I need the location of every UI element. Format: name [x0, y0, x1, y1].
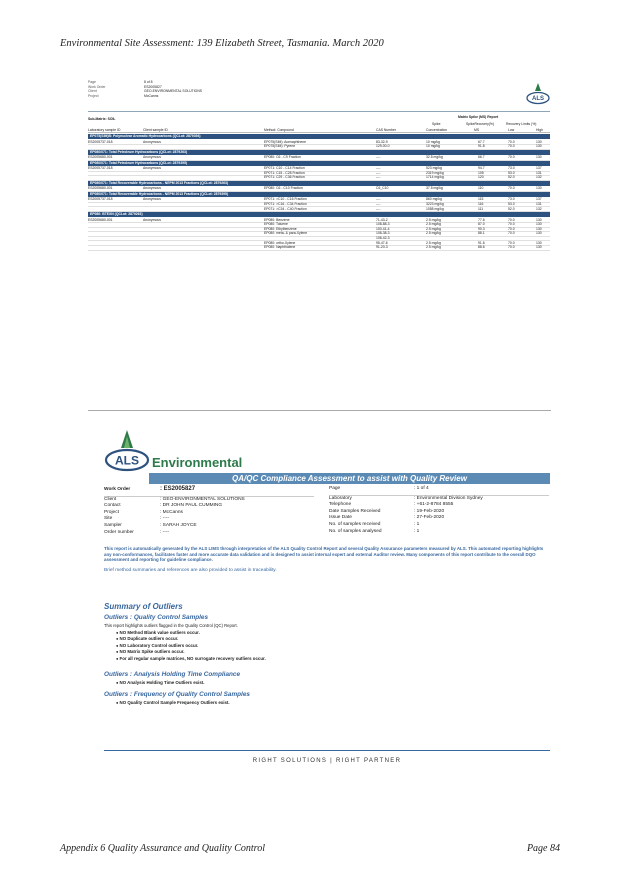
table-cell: 130: [536, 226, 542, 231]
work-order-value: : ES2005827: [160, 486, 196, 492]
table-cell: 130: [536, 222, 542, 227]
brief-note: Brief method summaries and references are also provided to assist in traceability.: [104, 568, 277, 573]
table-cell: 131: [536, 202, 542, 206]
table-cell: EP080: ortho-Xylene: [264, 240, 296, 245]
table-cell: ES2005680-001: [88, 186, 113, 191]
field-key: Laboratory: [329, 495, 352, 501]
document-title: Environmental Site Assessment: 139 Elizabeth Street, Tasmania. March 2020: [60, 38, 384, 49]
table-cell: EP075(SIM): Pyrene: [264, 144, 296, 149]
table-cell: Anonymous: [143, 166, 161, 171]
meta-key: Project: [88, 93, 99, 98]
col-head: CAS Number: [376, 128, 396, 132]
table-cell: 130: [536, 217, 542, 222]
brand-name: Environmental: [152, 455, 243, 470]
table-cell: 137: [536, 197, 542, 202]
list-item-text: NO Duplicate outliers occur.: [119, 636, 179, 642]
table-cell: EP080: Naphthalene: [264, 245, 296, 250]
table-cell: 52.0: [508, 175, 515, 180]
field-value: : SARAH JOYCE: [160, 522, 197, 528]
table-cell: Anonymous: [143, 155, 161, 160]
table-cell: EP080: C6 - C9 Fraction: [264, 155, 301, 160]
table-cell: 70.0: [508, 226, 515, 231]
als-logo-text: ALS: [532, 96, 544, 103]
table-cell: 87.0: [478, 222, 485, 227]
col-head: Client sample ID: [143, 128, 168, 132]
table-cell: 91-20-3: [376, 245, 388, 250]
group-heading: Matrix Spike (MS) Report: [458, 115, 499, 119]
list-item-text: For all regular sample matrices, NO surrogate recovery outliers occur.: [119, 655, 266, 661]
field-value: : 1: [414, 521, 420, 527]
left-fields: [104, 486, 314, 536]
table-cell: 1058 mg/kg: [426, 206, 444, 211]
table-cell: 94.7: [478, 166, 485, 171]
als-environmental-logo: [104, 428, 249, 474]
table-cell: 37.5 mg/kg: [426, 186, 443, 191]
table-cell: 130: [536, 144, 542, 149]
table-cell: 100-41-4: [376, 226, 390, 231]
table-cell: 2.5 mg/kg: [426, 231, 441, 236]
section-heading: EP080/071: Total Petroleum Hydrocarbons (QCLot: 2879395): [88, 161, 550, 166]
meta-value: ES2005827: [144, 84, 162, 89]
divider-line: [88, 111, 550, 112]
table-cell: 77.6: [478, 217, 485, 222]
table-cell: ES2005680-001: [88, 155, 113, 160]
intro-paragraph: This report is automatically generated by the ALS LIMS through interpretation of the ALS Quality Control Report and several Quality Assurance parameters measured by ALS. This automated reporting highlights any non-conformances, facilitates faster and more accurate data validation and is designed to assist internal expert and external Auditor review. Many components of this report contribute to the overall DQO assessment and reporting for guideline compliance.: [104, 546, 544, 563]
field-value: : 27-Feb-2020: [414, 515, 445, 521]
tagline: RIGHT SOLUTIONS | RIGHT PARTNER: [252, 758, 402, 764]
field-value: : 1 of 4: [414, 486, 429, 491]
table-cell: 105: [478, 170, 484, 175]
table-cell: 91.6: [478, 240, 485, 245]
table-cell: EP080: meta- & para-Xylene: [264, 231, 308, 236]
table-cell: 90.3: [478, 226, 485, 231]
table-cell: 130: [536, 240, 542, 245]
report-meta: [88, 80, 202, 98]
als-logo-icon: [526, 82, 550, 106]
table-cell: Anonymous: [143, 186, 161, 191]
table-cell: 70.0: [508, 222, 515, 227]
table-cell: ----: [376, 202, 381, 206]
table-header: [88, 128, 550, 133]
table-cell: ----: [376, 155, 381, 160]
table-cell: ES2005737-018: [88, 139, 113, 144]
subhead-spike: Spike: [432, 122, 441, 126]
field-value: : +61-2-8784 8555: [414, 502, 454, 508]
table-cell: 10 mg/kg: [426, 144, 440, 149]
field-value: : 1: [414, 528, 420, 534]
list-item-text: NO Laboratory Control outliers occur.: [119, 642, 199, 648]
table-cell: C6_C10: [376, 186, 389, 191]
holding-time-list: [116, 680, 204, 686]
list-item-text: NO Matrix Spike outliers occur.: [119, 649, 185, 655]
matrix-spike-report: [88, 80, 550, 290]
table-cell: 70.0: [508, 245, 515, 250]
section-heading: EP080/071: Total Petroleum Hydrocarbons (QCLot: 2879263): [88, 150, 550, 155]
table-cell: 130: [536, 186, 542, 191]
table-cell: 120: [478, 175, 484, 180]
field-key: Order number: [104, 529, 134, 535]
meta-key: Page: [88, 80, 96, 84]
table-cell: 132: [536, 175, 542, 180]
table-cell: 3223 mg/kg: [426, 202, 444, 206]
table-cell: 67.7: [478, 139, 485, 144]
table-cell: 2.5 mg/kg: [426, 217, 441, 222]
qaqc-compliance-report: [104, 428, 550, 758]
frequency-title: Outliers : Frequency of Quality Control Samples: [104, 691, 250, 698]
table-cell: 95-47-6: [376, 240, 388, 245]
table-cell: 66.7: [478, 155, 485, 160]
summary-title: Summary of Outliers: [104, 602, 183, 611]
field-value: : GEO-ENVIRONMENTAL SOLUTIONS: [160, 496, 245, 502]
bullet-icon: ●: [116, 655, 120, 661]
table-cell: 70.0: [508, 186, 515, 191]
table-cell: 115: [478, 197, 484, 202]
table-cell: EP080: C6 - C10 Fraction: [264, 186, 303, 191]
meta-key: Client: [88, 89, 97, 94]
table-cell: 131: [536, 170, 542, 175]
section-heading: EP080/071: Total Recoverable Hydrocarbons - NEPM 2013 Fractions (QCLot: 2879395): [88, 192, 550, 197]
bullet-icon: ●: [116, 649, 120, 655]
qc-title: Outliers : Quality Control Samples: [104, 614, 209, 621]
table-cell: EP071: C15 - C28 Fraction: [264, 170, 305, 175]
table-cell: 70.0: [508, 231, 515, 236]
table-cell: 83-32-9: [376, 139, 388, 144]
table-cell: 70.0: [508, 217, 515, 222]
table-cell: 53.0: [508, 170, 515, 175]
qc-intro: This report highlights outliers flagged in the Quality Control (QC) Report.: [104, 623, 238, 628]
section-heading: EP080/071: Total Recoverable Hydrocarbons - NEPM 2013 Fractions (QCLot: 2879263): [88, 181, 550, 186]
field-key: Date Samples Received: [329, 508, 381, 514]
field-value: : McCanns: [160, 509, 183, 515]
field-value: : ----: [160, 529, 170, 535]
footer-appendix: Appendix 6 Quality Assurance and Quality Control: [60, 843, 265, 854]
table-cell: Anonymous: [143, 139, 161, 144]
right-fields: [329, 486, 549, 535]
table-cell: 116: [478, 202, 484, 206]
table-cell: 91.8: [478, 144, 485, 149]
field-key: No. of samples analysed: [329, 528, 382, 534]
table-row: [88, 245, 550, 250]
table-cell: 52.0: [508, 206, 515, 211]
table-cell: ----: [376, 206, 381, 211]
table-cell: 70.0: [508, 240, 515, 245]
table-cell: 2.5 mg/kg: [426, 245, 441, 250]
col-head: MS: [474, 128, 480, 132]
bullet-icon: ●: [116, 700, 120, 705]
field-key: Telephone: [329, 502, 352, 508]
field-key: Site: [104, 516, 113, 522]
table-cell: 32.5 mg/kg: [426, 155, 443, 160]
table-cell: 2.5 mg/kg: [426, 222, 441, 227]
table-cell: 71-43-2: [376, 217, 388, 222]
table-cell: ----: [376, 175, 381, 180]
footer-rule: [104, 750, 550, 751]
table-cell: 132: [536, 206, 542, 211]
meta-value: 8 of 8: [144, 80, 153, 84]
col-head: Laboratory sample ID: [88, 128, 121, 132]
list-item: [116, 680, 204, 686]
table-cell: 111: [478, 206, 484, 211]
qc-outlier-list: [116, 630, 266, 662]
table-cell: EP071: >C34 - C40 Fraction: [264, 206, 307, 211]
holding-time-title: Outliers : Analysis Holding Time Compliance: [104, 671, 241, 678]
subhead-recovery: SpikeRecovery(%): [466, 122, 495, 126]
table-cell: 130: [536, 231, 542, 236]
meta-value: McCanns: [144, 93, 159, 98]
bullet-icon: ●: [116, 680, 120, 685]
table-cell: 860 mg/kg: [426, 197, 442, 202]
page-divider: [88, 410, 551, 411]
frequency-list: [116, 700, 230, 706]
field-key: Client: [104, 496, 117, 502]
table-cell: Anonymous: [143, 217, 161, 222]
list-item-text: NO Quality Control Sample Frequency Outliers exist.: [119, 700, 230, 705]
field-key: Work Order: [104, 487, 131, 492]
table-cell: 130: [536, 245, 542, 250]
field-key: Page: [329, 486, 341, 491]
table-cell: 2.5 mg/kg: [426, 226, 441, 231]
table-cell: EP080: Benzene: [264, 217, 290, 222]
table-cell: EP071: >C16 - C34 Fraction: [264, 202, 307, 206]
table-cell: EP080: Ethylbenzene: [264, 226, 297, 231]
table-cell: 106-42-3: [376, 236, 390, 240]
subhead-limits: Recovery Limits (%): [506, 122, 537, 126]
col-head: Method: Compound: [264, 128, 294, 132]
table-cell: 108-88-3: [376, 222, 390, 227]
table-cell: 130: [536, 155, 542, 160]
bullet-icon: ●: [116, 630, 120, 635]
table-cell: ----: [376, 170, 381, 175]
footer-page-number: Page 84: [526, 843, 560, 854]
banner-title: QA/QC Compliance Assessment to assist with Quality Review: [149, 473, 550, 484]
field-value: : ----: [160, 516, 170, 522]
table-cell: 130: [536, 139, 542, 144]
table-cell: ----: [376, 197, 381, 202]
table-cell: Anonymous: [143, 197, 161, 202]
section-heading: EP080: BTEXN (QCLot: 2879263): [88, 212, 550, 217]
field-key: No. of samples received: [329, 521, 381, 527]
field-value: : Environmental Division Sydney: [414, 495, 483, 501]
col-head: Concentration: [426, 128, 448, 132]
table-cell: EP071: C29 - C36 Fraction: [264, 175, 305, 180]
als-logo-icon: [104, 428, 150, 474]
table-cell: 70.0: [508, 155, 515, 160]
submatrix-label: Sub-Matrix: SOIL: [88, 117, 116, 121]
table-cell: 523 mg/kg: [426, 166, 442, 171]
table-cell: 88.1: [478, 231, 485, 236]
table-cell: 137: [536, 166, 542, 171]
field-value: : DR JOHN PAUL CUMMING: [160, 503, 223, 509]
table-cell: ES2005737-018: [88, 166, 113, 171]
table-cell: EP071: C10 - C14 Fraction: [264, 166, 305, 171]
table-cell: 2.5 mg/kg: [426, 240, 441, 245]
table-cell: EP071: >C10 - C16 Fraction: [264, 197, 307, 202]
col-head: Low: [508, 128, 515, 132]
table-cell: ES2005737-018: [88, 197, 113, 202]
meta-value: GEO-ENVIRONMENTAL SOLUTIONS: [144, 89, 203, 94]
bullet-icon: ●: [116, 642, 120, 648]
field-key: Contact: [104, 503, 121, 509]
list-item: [116, 656, 266, 662]
table-cell: 73.0: [508, 197, 515, 202]
table-cell: 53.0: [508, 202, 515, 206]
table-cell: ES2005680-001: [88, 217, 113, 222]
field-key: Sampler: [104, 522, 122, 528]
table-cell: EP080: Toluene: [264, 222, 288, 227]
meta-key: Work Order: [88, 84, 106, 89]
field-value: : 19-Feb-2020: [414, 508, 445, 514]
table-cell: 10 mg/kg: [426, 139, 440, 144]
table-cell: ----: [376, 166, 381, 171]
table-cell: EP075(SIM): Acenaphthene: [264, 139, 307, 144]
table-cell: 108-38-3: [376, 231, 390, 236]
bullet-icon: ●: [116, 636, 120, 642]
list-item: [116, 700, 230, 706]
table-cell: 129-00-0: [376, 144, 390, 149]
table-cell: 1714 mg/kg: [426, 175, 444, 180]
col-head: High: [536, 128, 543, 132]
field-key: Project: [104, 509, 119, 515]
table-cell: 88.6: [478, 245, 485, 250]
table-cell: 2319 mg/kg: [426, 170, 444, 175]
table-cell: 70.0: [508, 144, 515, 149]
table-cell: 70.0: [508, 139, 515, 144]
als-logo-text: ALS: [115, 453, 139, 468]
field-key: Issue Date: [329, 515, 352, 521]
list-item-text: NO Method Blank value outliers occur.: [119, 630, 200, 635]
table-cell: 73.0: [508, 166, 515, 171]
section-heading: EP075(SIM)B: Polynuclear Aromatic Hydrocarbons (QCLot: 2879394): [88, 134, 550, 139]
table-cell: 110: [478, 186, 484, 191]
list-item-text: NO Analysis Holding Time Outliers exist.: [119, 680, 205, 685]
